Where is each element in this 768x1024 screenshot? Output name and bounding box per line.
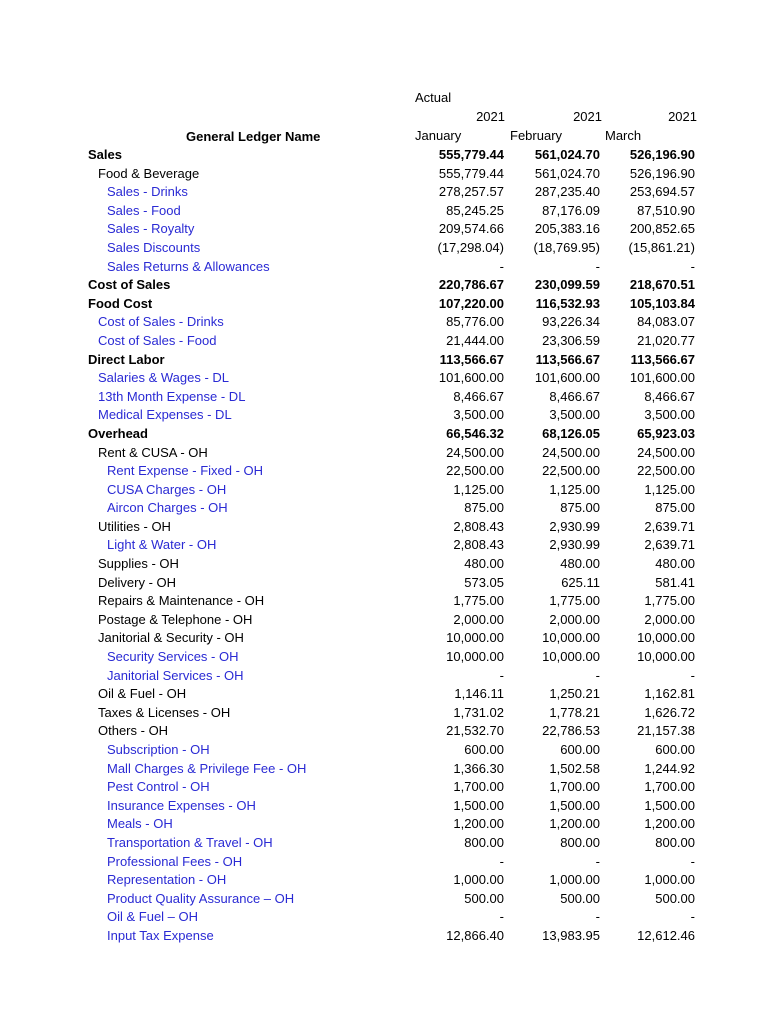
account-name: Repairs & Maintenance - OH bbox=[98, 593, 265, 609]
account-name: Janitorial Services - OH bbox=[107, 667, 244, 683]
amount-march: 21,020.77 bbox=[637, 332, 695, 348]
amount-february: 8,466.67 bbox=[549, 388, 600, 404]
amount-march: 480.00 bbox=[655, 556, 695, 572]
account-name: Professional Fees - OH bbox=[107, 853, 243, 869]
amount-march: - bbox=[690, 258, 695, 274]
account-name: Cost of Sales bbox=[88, 277, 171, 293]
amount-february: - bbox=[595, 853, 600, 869]
account-name: Security Services - OH bbox=[107, 649, 239, 665]
amount-january: 85,245.25 bbox=[446, 202, 504, 218]
amount-march: 24,500.00 bbox=[637, 444, 695, 460]
amount-february: 10,000.00 bbox=[542, 649, 600, 665]
account-name: Sales Returns & Allowances bbox=[107, 258, 270, 274]
amount-january: 600.00 bbox=[464, 742, 504, 757]
amount-february: 22,786.53 bbox=[542, 723, 600, 739]
amount-january: - bbox=[499, 853, 504, 869]
amount-february: 101,600.00 bbox=[534, 370, 600, 386]
account-name: Utilities - OH bbox=[98, 518, 171, 534]
ledger-row bbox=[0, 685, 768, 704]
amount-march: 200,852.65 bbox=[629, 221, 695, 237]
ledger-row bbox=[0, 722, 768, 741]
actual-heading: Actual bbox=[415, 90, 452, 105]
account-name: Taxes & Licenses - OH bbox=[98, 704, 231, 720]
amount-march: 3,500.00 bbox=[644, 407, 695, 423]
amount-march: - bbox=[690, 909, 695, 925]
account-name: Subscription - OH bbox=[107, 742, 210, 757]
ledger-row bbox=[0, 295, 768, 314]
ledger-row bbox=[0, 667, 768, 686]
amount-march: 113,566.67 bbox=[630, 351, 695, 367]
account-name: Direct Labor bbox=[88, 351, 165, 367]
account-name: Postage & Telephone - OH bbox=[98, 611, 253, 627]
amount-january: 2,000.00 bbox=[453, 611, 504, 627]
amount-february: 625.11 bbox=[561, 574, 600, 590]
amount-january: (17,298.04) bbox=[437, 239, 504, 255]
account-name: Representation - OH bbox=[107, 872, 227, 888]
amount-march: 2,639.71 bbox=[644, 518, 695, 534]
amount-march: 1,775.00 bbox=[644, 593, 695, 609]
amount-january: 555,779.44 bbox=[438, 165, 504, 181]
ledger-row bbox=[0, 369, 768, 388]
ledger-row bbox=[0, 797, 768, 816]
account-name: Delivery - OH bbox=[98, 574, 177, 590]
year-january: 2021 bbox=[476, 109, 505, 124]
amount-march: 1,000.00 bbox=[644, 872, 695, 888]
month-february: February bbox=[510, 128, 563, 143]
amount-january: 555,779.44 bbox=[438, 147, 504, 162]
amount-march: 12,612.46 bbox=[637, 927, 695, 943]
account-name: Sales - Food bbox=[107, 202, 181, 218]
account-name: Food Cost bbox=[88, 295, 153, 311]
amount-february: 480.00 bbox=[560, 556, 600, 572]
account-name: Medical Expenses - DL bbox=[98, 407, 232, 423]
amount-january: 24,500.00 bbox=[446, 444, 504, 460]
account-name: Rent & CUSA - OH bbox=[98, 444, 208, 460]
amount-march: 581.41 bbox=[655, 574, 695, 590]
amount-february: 2,930.99 bbox=[549, 537, 600, 553]
ledger-row bbox=[0, 648, 768, 667]
amount-january: 101,600.00 bbox=[438, 370, 504, 386]
account-name: Transportation & Travel - OH bbox=[107, 834, 273, 850]
ledger-row bbox=[0, 574, 768, 593]
amount-february: 113,566.67 bbox=[535, 351, 600, 367]
amount-february: 22,500.00 bbox=[542, 463, 600, 479]
ledger-row bbox=[0, 183, 768, 202]
amount-march: 600.00 bbox=[655, 742, 695, 757]
amount-january: 220,786.67 bbox=[438, 277, 504, 293]
amount-march: 2,000.00 bbox=[644, 611, 695, 627]
ledger-row bbox=[0, 927, 768, 946]
amount-march: 84,083.07 bbox=[637, 314, 695, 330]
account-name: Overhead bbox=[88, 425, 148, 441]
amount-march: 22,500.00 bbox=[637, 463, 695, 479]
amount-january: 480.00 bbox=[464, 556, 504, 572]
ledger-row bbox=[0, 146, 768, 165]
amount-february: 1,775.00 bbox=[549, 593, 600, 609]
amount-march: 1,125.00 bbox=[644, 481, 695, 497]
amount-february: 1,700.00 bbox=[549, 779, 600, 795]
amount-march: 10,000.00 bbox=[637, 649, 695, 665]
amount-february: 2,000.00 bbox=[549, 611, 600, 627]
ledger-row bbox=[0, 276, 768, 295]
ledger-row bbox=[0, 388, 768, 407]
ledger-rows bbox=[0, 146, 768, 946]
amount-january: 573.05 bbox=[464, 574, 504, 590]
amount-february: - bbox=[595, 258, 600, 274]
amount-january: 21,532.70 bbox=[446, 723, 504, 739]
amount-january: 3,500.00 bbox=[453, 407, 504, 423]
amount-march: 10,000.00 bbox=[637, 630, 695, 646]
amount-february: 500.00 bbox=[560, 890, 600, 906]
amount-february: 1,000.00 bbox=[549, 872, 600, 888]
amount-january: 1,125.00 bbox=[453, 481, 504, 497]
amount-january: 1,000.00 bbox=[453, 872, 504, 888]
amount-january: 1,775.00 bbox=[453, 593, 504, 609]
amount-march: 2,639.71 bbox=[644, 537, 695, 553]
account-name: Meals - OH bbox=[107, 816, 173, 832]
ledger-row bbox=[0, 853, 768, 872]
amount-january: 113,566.67 bbox=[439, 351, 504, 367]
amount-january: 12,866.40 bbox=[446, 927, 504, 943]
amount-february: 23,306.59 bbox=[542, 332, 600, 348]
ledger-row bbox=[0, 778, 768, 797]
amount-february: (18,769.95) bbox=[533, 239, 600, 255]
amount-february: 24,500.00 bbox=[542, 444, 600, 460]
ledger-row bbox=[0, 220, 768, 239]
ledger-row bbox=[0, 444, 768, 463]
account-name: Product Quality Assurance – OH bbox=[107, 890, 295, 906]
account-name: CUSA Charges - OH bbox=[107, 481, 227, 497]
account-name: Oil & Fuel – OH bbox=[107, 909, 199, 925]
amount-february: 3,500.00 bbox=[549, 407, 600, 423]
amount-march: 1,200.00 bbox=[644, 816, 695, 832]
account-name: Cost of Sales - Food bbox=[98, 332, 217, 348]
amount-february: 800.00 bbox=[560, 834, 600, 850]
account-name: 13th Month Expense - DL bbox=[98, 388, 246, 404]
amount-march: 8,466.67 bbox=[644, 388, 695, 404]
ledger-row bbox=[0, 629, 768, 648]
amount-march: 526,196.90 bbox=[629, 147, 695, 162]
amount-february: 13,983.95 bbox=[542, 927, 600, 943]
amount-march: 218,670.51 bbox=[629, 277, 695, 293]
ledger-row bbox=[0, 815, 768, 834]
amount-march: 526,196.90 bbox=[629, 165, 695, 181]
ledger-row bbox=[0, 592, 768, 611]
ledger-row bbox=[0, 704, 768, 723]
amount-january: - bbox=[499, 909, 504, 925]
account-name: Salaries & Wages - DL bbox=[98, 370, 230, 386]
amount-january: 1,731.02 bbox=[453, 704, 504, 720]
amount-january: 209,574.66 bbox=[438, 221, 504, 237]
month-january: January bbox=[415, 128, 462, 143]
amount-february: 116,532.93 bbox=[535, 295, 600, 311]
amount-march: 1,626.72 bbox=[644, 704, 695, 720]
amount-january: 1,700.00 bbox=[453, 779, 504, 795]
ledger-row bbox=[0, 834, 768, 853]
amount-january: - bbox=[499, 667, 504, 683]
ledger-row bbox=[0, 871, 768, 890]
amount-january: 278,257.57 bbox=[438, 184, 504, 200]
amount-january: 1,500.00 bbox=[453, 797, 504, 813]
account-name: Janitorial & Security - OH bbox=[98, 630, 244, 646]
amount-january: - bbox=[499, 258, 504, 274]
account-name: Rent Expense - Fixed - OH bbox=[107, 463, 264, 479]
amount-january: 22,500.00 bbox=[446, 463, 504, 479]
ledger-row bbox=[0, 741, 768, 760]
amount-january: 107,220.00 bbox=[438, 295, 504, 311]
amount-january: 10,000.00 bbox=[446, 630, 504, 646]
ledger-row bbox=[0, 425, 768, 444]
ledger-row bbox=[0, 202, 768, 221]
amount-february: 1,125.00 bbox=[549, 481, 600, 497]
ledger-row bbox=[0, 406, 768, 425]
amount-march: 105,103.84 bbox=[629, 295, 695, 311]
ledger-row bbox=[0, 611, 768, 630]
amount-march: 1,700.00 bbox=[644, 779, 695, 795]
amount-january: 1,146.11 bbox=[454, 686, 504, 702]
account-name: Sales bbox=[88, 147, 122, 162]
amount-february: 561,024.70 bbox=[534, 165, 600, 181]
amount-march: 21,157.38 bbox=[637, 723, 695, 739]
account-name: Pest Control - OH bbox=[107, 779, 210, 795]
gl-name-heading: General Ledger Name bbox=[186, 129, 321, 144]
amount-january: 1,366.30 bbox=[453, 760, 504, 776]
amount-january: 66,546.32 bbox=[446, 425, 504, 441]
amount-march: 500.00 bbox=[655, 890, 695, 906]
amount-january: 2,808.43 bbox=[453, 537, 504, 553]
account-name: Light & Water - OH bbox=[107, 537, 217, 553]
amount-february: 1,502.58 bbox=[549, 760, 600, 776]
amount-march: 101,600.00 bbox=[629, 370, 695, 386]
ledger-row bbox=[0, 536, 768, 555]
account-name: Food & Beverage bbox=[98, 165, 200, 181]
amount-february: 2,930.99 bbox=[549, 518, 600, 534]
amount-february: 1,200.00 bbox=[549, 816, 600, 832]
amount-february: 600.00 bbox=[560, 742, 600, 757]
ledger-row bbox=[0, 351, 768, 370]
amount-january: 10,000.00 bbox=[446, 649, 504, 665]
amount-march: 87,510.90 bbox=[637, 202, 695, 218]
account-name: Sales Discounts bbox=[107, 239, 201, 255]
amount-january: 875.00 bbox=[464, 500, 504, 516]
ledger-row bbox=[0, 499, 768, 518]
ledger-row bbox=[0, 258, 768, 277]
account-name: Others - OH bbox=[98, 723, 169, 739]
amount-march: - bbox=[690, 853, 695, 869]
ledger-row bbox=[0, 332, 768, 351]
account-name: Cost of Sales - Drinks bbox=[98, 314, 224, 330]
ledger-row bbox=[0, 462, 768, 481]
amount-january: 500.00 bbox=[464, 890, 504, 906]
amount-january: 21,444.00 bbox=[446, 332, 504, 348]
ledger-row bbox=[0, 555, 768, 574]
ledger-row bbox=[0, 760, 768, 779]
ledger-row bbox=[0, 239, 768, 258]
account-name: Input Tax Expense bbox=[107, 927, 214, 943]
amount-february: 1,500.00 bbox=[549, 797, 600, 813]
year-march: 2021 bbox=[668, 109, 697, 124]
amount-march: 800.00 bbox=[655, 834, 695, 850]
amount-march: - bbox=[690, 667, 695, 683]
amount-february: 230,099.59 bbox=[534, 277, 600, 293]
amount-january: 1,200.00 bbox=[453, 816, 504, 832]
amount-february: 10,000.00 bbox=[542, 630, 600, 646]
amount-january: 800.00 bbox=[464, 834, 504, 850]
amount-january: 8,466.67 bbox=[453, 388, 504, 404]
ledger-row bbox=[0, 313, 768, 332]
ledger-row bbox=[0, 518, 768, 537]
amount-january: 85,776.00 bbox=[446, 314, 504, 330]
amount-march: 875.00 bbox=[655, 500, 695, 516]
amount-march: 1,244.92 bbox=[644, 760, 695, 776]
ledger-row bbox=[0, 890, 768, 909]
year-february: 2021 bbox=[573, 109, 602, 124]
amount-march: 65,923.03 bbox=[637, 425, 695, 441]
amount-february: - bbox=[595, 667, 600, 683]
amount-february: 1,778.21 bbox=[549, 704, 600, 720]
ledger-row bbox=[0, 481, 768, 500]
amount-february: 93,226.34 bbox=[542, 314, 600, 330]
amount-february: - bbox=[595, 909, 600, 925]
amount-february: 1,250.21 bbox=[549, 686, 600, 702]
amount-january: 2,808.43 bbox=[453, 518, 504, 534]
month-march: March bbox=[605, 128, 642, 143]
amount-march: 1,162.81 bbox=[644, 686, 695, 702]
amount-march: 253,694.57 bbox=[629, 184, 695, 200]
account-name: Sales - Drinks bbox=[107, 184, 188, 200]
account-name: Supplies - OH bbox=[98, 556, 179, 572]
amount-february: 205,383.16 bbox=[534, 221, 600, 237]
ledger-row bbox=[0, 908, 768, 927]
amount-february: 87,176.09 bbox=[542, 202, 600, 218]
amount-february: 287,235.40 bbox=[534, 184, 600, 200]
amount-march: (15,861.21) bbox=[628, 239, 695, 255]
account-name: Mall Charges & Privilege Fee - OH bbox=[107, 760, 307, 776]
amount-february: 68,126.05 bbox=[542, 425, 600, 441]
account-name: Insurance Expenses - OH bbox=[107, 797, 256, 813]
account-name: Sales - Royalty bbox=[107, 221, 195, 237]
account-name: Oil & Fuel - OH bbox=[98, 686, 187, 702]
amount-february: 561,024.70 bbox=[534, 147, 600, 162]
ledger-row bbox=[0, 165, 768, 184]
amount-march: 1,500.00 bbox=[644, 797, 695, 813]
account-name: Aircon Charges - OH bbox=[107, 500, 228, 516]
amount-february: 875.00 bbox=[560, 500, 600, 516]
